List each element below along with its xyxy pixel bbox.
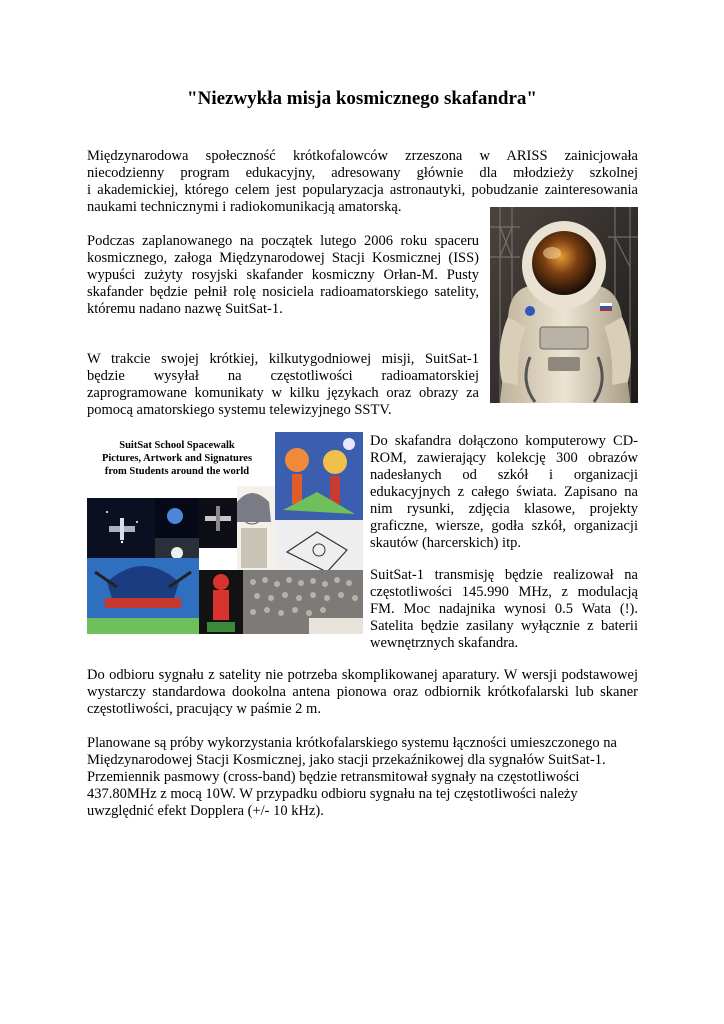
astronaut-photo bbox=[490, 207, 638, 403]
text-line: częstotliwości, pracujący w paśmie 2 m. bbox=[87, 701, 321, 717]
text-line: któremu nadano nazwę SuitSat-1. bbox=[87, 301, 283, 317]
text-line: ROM, zawierający kolekcję 300 obrazów bbox=[370, 450, 638, 466]
text-line: Międzynarodowej Stacji Kosmicznej, jako stacji przekaźnikowej dla sygnałów SuitSat-1. bbox=[87, 752, 606, 768]
text-line: SuitSat-1 transmisję będzie realizował na bbox=[370, 567, 638, 583]
text-line: Międzynarodowa społeczność krótkofalowców zrzeszona w ARISS zainicjowała bbox=[87, 148, 638, 164]
text-line: skautów (harcerskich) itp. bbox=[370, 535, 521, 551]
text-line: kosmicznego, załoga Międzynarodowej Stacji Kosmicznej (ISS) bbox=[87, 250, 479, 266]
text-line: nadesłanych od szkół i organizacji bbox=[370, 467, 638, 483]
text-line: uwzględnić efekt Dopplera (+/- 10 kHz). bbox=[87, 803, 324, 819]
page-title: "Niezwykła misja kosmicznego skafandra" bbox=[187, 88, 537, 109]
repeater-paragraph bbox=[87, 735, 638, 820]
text-line: skafander będzie pełnił rolę nosiciela radioamatorskiego satelity, bbox=[87, 284, 479, 300]
intro-paragraph bbox=[87, 148, 638, 216]
text-line: pomocą amatorskiego systemu telewizyjnego SSTV. bbox=[87, 402, 392, 418]
collage-caption-line: Pictures, Artwork and Signatures bbox=[101, 453, 253, 464]
text-line: wystarczy standardowa dookolna antena pionowa oraz odbiornik krótkofalarski lub skaner bbox=[87, 684, 638, 700]
text-line: Do odbioru sygnału z satelity nie potrzeba skomplikowanej aparatury. W wersji podstawowej bbox=[87, 667, 638, 683]
text-line: Planowane są próby wykorzystania krótkofalarskiego systemu łączności umieszczonego na bbox=[87, 735, 617, 751]
text-line: nim rysunki, zdjęcia klasowe, projekty bbox=[370, 501, 638, 517]
text-line: niecodzienny program edukacyjny, adresowany głównie dla młodzieży szkolnej bbox=[87, 165, 638, 181]
text-line: 437.80MHz z mocą 10W. W przypadku odbioru sygnału na tej częstotliwości należy bbox=[87, 786, 578, 802]
text-line: Do skafandra dołączono komputerowy CD- bbox=[370, 433, 638, 449]
text-line: częstotliwości 145.990 MHz, z modulacją bbox=[370, 584, 638, 600]
text-line: naukami technicznymi i radiokomunikacją amatorską. bbox=[87, 199, 402, 215]
text-line: FM. Moc nadajnika wynosi 0.5 Wata (!). bbox=[370, 601, 638, 617]
reception-paragraph bbox=[87, 667, 638, 718]
transmission-paragraph bbox=[370, 567, 638, 652]
spacewalk-paragraph bbox=[87, 233, 479, 318]
collage-caption-line: SuitSat School Spacewalk bbox=[119, 440, 235, 451]
text-line: będzie wysyłał na częstotliwości radioamatorskiej bbox=[87, 368, 479, 384]
text-line: wewnętrznych skafandra. bbox=[370, 635, 519, 651]
collage-image bbox=[87, 432, 363, 634]
text-line: edukacyjnych z całego świata. Zapisano na bbox=[370, 484, 638, 500]
text-line: Przemiennik pasmowy (cross-band) będzie retransmitował sygnały na częstotliwości bbox=[87, 769, 580, 785]
text-line: i akademickiej, którego celem jest popularyzacja astronautyki, pobudzanie zainteresowania bbox=[87, 182, 638, 198]
text-line: zaprogramowane komunikaty w kilku językach oraz obrazy za bbox=[87, 385, 479, 401]
text-line: Podczas zaplanowanego na początek lutego 2006 roku spaceru bbox=[87, 233, 479, 249]
cdrom-paragraph bbox=[370, 433, 638, 552]
collage-caption-line: from Students around the world bbox=[104, 466, 250, 477]
text-line: W trakcie swojej krótkiej, kilkutygodniowej misji, SuitSat-1 bbox=[87, 351, 479, 367]
text-line: wypuści zużyty rosyjski skafander kosmiczny Orłan-M. Pusty bbox=[87, 267, 479, 283]
text-line: graficzne, wiersze, godła szkół, organizacji bbox=[370, 518, 638, 534]
mission-paragraph bbox=[87, 351, 479, 419]
text-line: Satelita będzie zasilany wyłącznie z baterii bbox=[370, 618, 638, 634]
